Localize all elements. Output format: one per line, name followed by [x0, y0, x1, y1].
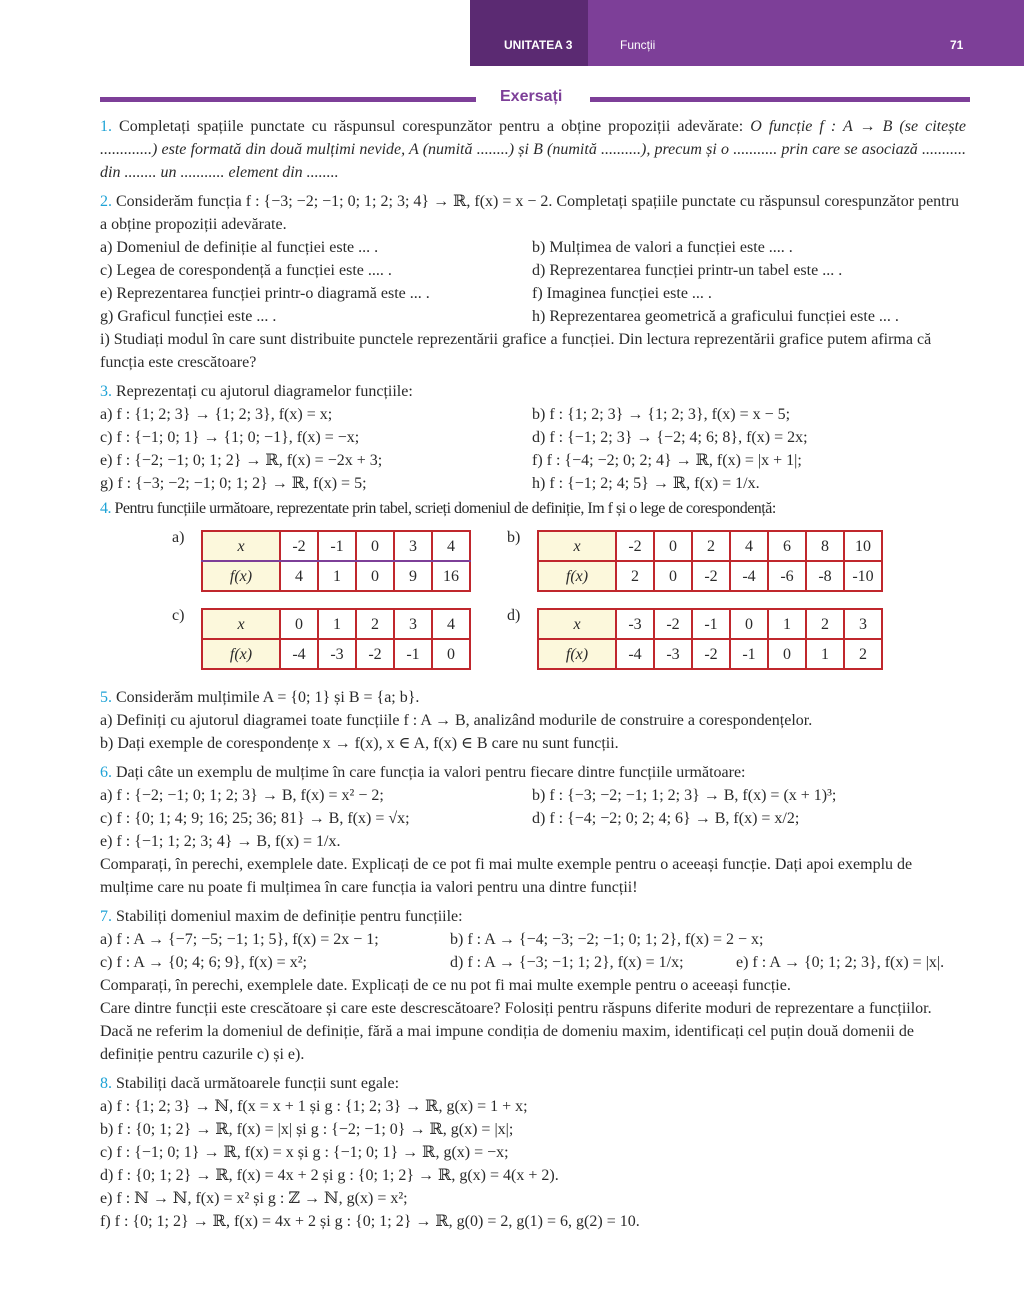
item-f: f) f : {−4; −2; 0; 2; 4} → ℝ, f(x) = |x + 1|; [532, 452, 802, 469]
exercise-number: 5. [100, 689, 112, 706]
item-c: c) f : {0; 1; 4; 9; 16; 25; 36; 81} → B, f(x) = √x; [100, 810, 410, 827]
exercise-1 [100, 115, 966, 184]
item-a: a) Definiți cu ajutorul diagramei toate funcțiile f : A → B, analizând modurile de construire a corespondențelor. [100, 712, 813, 729]
item-a: a) Domeniul de definiție al funcției este ... . [100, 239, 379, 256]
x-cell: 0 [730, 609, 768, 639]
x-cell: 4 [730, 531, 768, 561]
x-cell: -3 [616, 609, 654, 639]
item-b: b) f : {−3; −2; −1; 1; 2; 3} → B, f(x) = (x + 1)³; [532, 787, 837, 804]
table-row-fx [202, 639, 470, 669]
exercise-italic-text: O funcție f : A → B (se citește .............) este formată din două mulțimi nevide, A (numită ........) și B (numită ..........), precum și o ........... prin care se asociază ........... din ........ un ........... element din ........ [100, 118, 967, 181]
section-heading [100, 88, 970, 110]
item-row [100, 282, 966, 305]
table-row-fx [202, 561, 470, 591]
row-header: f(x) [538, 561, 616, 591]
x-cell: -1 [692, 609, 730, 639]
x-cell: 8 [806, 531, 844, 561]
table-row-x [538, 531, 882, 561]
exercise-3 [100, 380, 966, 495]
exercise-list [100, 115, 966, 1233]
item-row [100, 305, 966, 328]
item-d: d) f : A → {−3; −1; 1; 2}, f(x) = 1/x; [450, 954, 684, 971]
row-header: f(x) [202, 639, 280, 669]
section-title: Exersați [500, 88, 563, 105]
exercise-outro-3: Dacă ne referim la domeniul de definiție, fără a mai impune condiția de domeniu maxim, identificați cel puțin două domenii de definiție pentru cazurile c) și e). [100, 1023, 914, 1063]
x-cell: 6 [768, 531, 806, 561]
table-label-c: c) [172, 607, 185, 624]
item-row [100, 259, 966, 282]
fx-cell: -4 [730, 561, 768, 591]
item-row [100, 784, 966, 807]
item-d: d) f : {−1; 2; 3} → {−2; 4; 6; 8}, f(x) = 2x; [532, 429, 808, 446]
fx-cell: -2 [356, 639, 394, 669]
divider-left [100, 97, 476, 102]
x-cell: 1 [318, 609, 356, 639]
item-row [100, 472, 966, 495]
fx-cell: -1 [730, 639, 768, 669]
item-b: b) Mulțimea de valori a funcției este .... . [532, 239, 793, 256]
fx-cell: -10 [844, 561, 882, 591]
table-a [201, 530, 471, 592]
item-b: b) f : {0; 1; 2} → ℝ, f(x) = |x| și g : {−2; −1; 0} → ℝ, g(x) = |x|; [100, 1121, 514, 1138]
exercise-outro-2: Care dintre funcții este crescătoare și care este descrescătoare? Folosiți pentru răspuns diferite moduri de reprezentare a funcțiilor. [100, 1000, 932, 1017]
item-e: e) Reprezentarea funcției printr-o diagramă este ... . [100, 285, 430, 302]
table-row-x [538, 609, 882, 639]
x-cell: 2 [692, 531, 730, 561]
row-header: f(x) [202, 561, 280, 591]
x-cell: 3 [394, 609, 432, 639]
table-row-x [202, 609, 470, 639]
item-c: c) f : {−1; 0; 1} → ℝ, f(x) = x și g : {−1; 0; 1} → ℝ, g(x) = −x; [100, 1144, 509, 1161]
table-label-d: d) [507, 607, 521, 624]
page-header [470, 0, 1024, 66]
table-row-fx [538, 561, 882, 591]
exercise-intro: Considerăm funcția f : {−3; −2; −1; 0; 1; 2; 3; 4} → ℝ, f(x) = x − 2. Completați spațiile punctate cu răspunsul corespunzător pentru a obține propoziții adevărate. [100, 193, 959, 233]
fx-cell: -3 [654, 639, 692, 669]
item-g: g) Graficul funcției este ... . [100, 308, 277, 325]
item-e: e) f : A → {0; 1; 2; 3}, f(x) = |x|. [736, 954, 945, 971]
item-a: a) f : {1; 2; 3} → ℕ, f(x = x + 1 și g : {1; 2; 3} → ℝ, g(x) = 1 + x; [100, 1098, 528, 1115]
item-c: c) f : A → {0; 4; 6; 9}, f(x) = x²; [100, 954, 307, 971]
item-row [100, 236, 966, 259]
x-cell: 3 [844, 609, 882, 639]
item-e: e) f : {−2; −1; 0; 1; 2} → ℝ, f(x) = −2x + 3; [100, 452, 383, 469]
x-cell: 4 [432, 609, 470, 639]
item-c: c) f : {−1; 0; 1} → {1; 0; −1}, f(x) = −x; [100, 429, 360, 446]
fx-cell: 0 [654, 561, 692, 591]
x-cell: -2 [280, 531, 318, 561]
table-c [201, 608, 471, 670]
fx-cell: -2 [692, 561, 730, 591]
topic-label: Funcții [620, 38, 656, 52]
unit-label-box [470, 0, 588, 66]
row-header: x [538, 531, 616, 561]
exercise-number: 8. [100, 1075, 112, 1092]
item-d: d) Reprezentarea funcției printr-un tabel este ... . [532, 262, 843, 279]
function-tables [100, 524, 966, 684]
table-row-x [202, 531, 470, 561]
item-i: i) Studiați modul în care sunt distribuite punctele reprezentării grafice a funcției. Din lectura reprezentării grafice putem afirma că funcția este crescătoare? [100, 331, 932, 371]
row-header: x [202, 609, 280, 639]
exercise-number: 6. [100, 764, 112, 781]
exercise-intro: Reprezentați cu ajutorul diagramelor funcțiile: [112, 383, 413, 400]
x-cell: -2 [616, 531, 654, 561]
exercise-outro-1: Comparați, în perechi, exemplele date. Explicați de ce nu pot fi mai multe exemple pentru o aceeași funcție. [100, 977, 791, 994]
exercise-number: 1. [100, 118, 112, 135]
exercise-outro: Comparați, în perechi, exemplele date. Explicați de ce pot fi mai multe exemple pentru o aceeași funcție. Dați apoi exemplu de mulțime care nu poate fi mulțimea în care funcția ia valori pentru una dintre funcții! [100, 856, 913, 896]
table-label-b: b) [507, 529, 521, 546]
fx-cell: 0 [432, 639, 470, 669]
divider-right [590, 97, 970, 102]
exercise-5 [100, 686, 966, 755]
exercise-intro: Dați câte un exemplu de mulțime în care funcția ia valori pentru fiecare dintre funcțiile următoare: [112, 764, 746, 781]
fx-cell: 16 [432, 561, 470, 591]
fx-cell: 0 [356, 561, 394, 591]
x-cell: 4 [432, 531, 470, 561]
exercise-6 [100, 761, 966, 899]
fx-cell: -3 [318, 639, 356, 669]
item-f: f) Imaginea funcției este ... . [532, 285, 712, 302]
exercise-8 [100, 1072, 966, 1233]
item-h: h) f : {−1; 2; 4; 5} → ℝ, f(x) = 1/x. [532, 475, 760, 492]
exercise-number: 4. [100, 500, 111, 517]
fx-cell: 2 [844, 639, 882, 669]
x-cell: 2 [806, 609, 844, 639]
row-header: x [202, 531, 280, 561]
exercise-intro: Stabiliți dacă următoarele funcții sunt egale: [112, 1075, 400, 1092]
item-c: c) Legea de corespondență a funcției este .... . [100, 262, 392, 279]
x-cell: 0 [280, 609, 318, 639]
exercise-number: 7. [100, 908, 112, 925]
x-cell: 2 [356, 609, 394, 639]
table-label-a: a) [172, 529, 185, 546]
item-d: d) f : {0; 1; 2} → ℝ, f(x) = 4x + 2 și g : {0; 1; 2} → ℝ, g(x) = 4(x + 2). [100, 1167, 559, 1184]
fx-cell: 2 [616, 561, 654, 591]
item-d: d) f : {−4; −2; 0; 2; 4; 6} → B, f(x) = x/2; [532, 810, 800, 827]
x-cell: -2 [654, 609, 692, 639]
item-row [100, 426, 966, 449]
row-header: f(x) [538, 639, 616, 669]
fx-cell: -4 [616, 639, 654, 669]
fx-cell: -4 [280, 639, 318, 669]
item-a: a) f : A → {−7; −5; −1; 1; 5}, f(x) = 2x − 1; [100, 931, 379, 948]
exercise-number: 2. [100, 193, 112, 210]
x-cell: 3 [394, 531, 432, 561]
table-row-fx [538, 639, 882, 669]
x-cell: -1 [318, 531, 356, 561]
item-f: f) f : {0; 1; 2} → ℝ, f(x) = 4x + 2 și g : {0; 1; 2} → ℝ, g(0) = 2, g(1) = 6, g(2) = 10. [100, 1213, 640, 1230]
table-d [537, 608, 883, 670]
exercise-intro: Stabiliți domeniul maxim de definiție pentru funcțiile: [112, 908, 463, 925]
fx-cell: 4 [280, 561, 318, 591]
x-cell: 1 [768, 609, 806, 639]
exercise-2 [100, 190, 966, 374]
fx-cell: -8 [806, 561, 844, 591]
item-row [100, 951, 966, 974]
item-a: a) f : {1; 2; 3} → {1; 2; 3}, f(x) = x; [100, 406, 333, 423]
exercise-4 [100, 497, 966, 684]
fx-cell: -1 [394, 639, 432, 669]
fx-cell: 1 [806, 639, 844, 669]
x-cell: 10 [844, 531, 882, 561]
fx-cell: 1 [318, 561, 356, 591]
row-header: x [538, 609, 616, 639]
page-number: 71 [950, 38, 964, 52]
item-row [100, 449, 966, 472]
exercise-intro: Pentru funcțiile următoare, reprezentate prin tabel, scrieți domeniul de definiție, Im f și o lege de corespondență: [111, 500, 776, 517]
item-b: b) f : A → {−4; −3; −2; −1; 0; 1; 2}, f(x) = 2 − x; [450, 931, 764, 948]
item-a: a) f : {−2; −1; 0; 1; 2; 3} → B, f(x) = x² − 2; [100, 787, 384, 804]
fx-cell: -6 [768, 561, 806, 591]
exercise-number: 3. [100, 383, 112, 400]
item-b: b) Dați exemple de corespondențe x → f(x), x ∈ A, f(x) ∈ B care nu sunt funcții. [100, 735, 619, 752]
unit-label: UNITATEA 3 [504, 38, 573, 52]
item-b: b) f : {1; 2; 3} → {1; 2; 3}, f(x) = x − 5; [532, 406, 791, 423]
x-cell: 0 [654, 531, 692, 561]
item-row [100, 807, 966, 830]
fx-cell: 0 [768, 639, 806, 669]
item-e: e) f : {−1; 1; 2; 3; 4} → B, f(x) = 1/x. [100, 833, 341, 850]
fx-cell: 9 [394, 561, 432, 591]
exercise-7 [100, 905, 966, 1066]
item-e: e) f : ℕ → ℕ, f(x) = x² și g : ℤ → ℕ, g(x) = x²; [100, 1190, 408, 1207]
fx-cell: -2 [692, 639, 730, 669]
item-g: g) f : {−3; −2; −1; 0; 1; 2} → ℝ, f(x) = 5; [100, 475, 367, 492]
item-row [100, 928, 966, 951]
exercise-text: Completați spațiile punctate cu răspunsul corespunzător pentru a obține propoziții adevărate: [112, 118, 751, 135]
item-row [100, 403, 966, 426]
table-b [537, 530, 883, 592]
item-h: h) Reprezentarea geometrică a graficului funcției este ... . [532, 308, 899, 325]
x-cell: 0 [356, 531, 394, 561]
exercise-intro: Considerăm mulțimile A = {0; 1} și B = {a; b}. [112, 689, 420, 706]
